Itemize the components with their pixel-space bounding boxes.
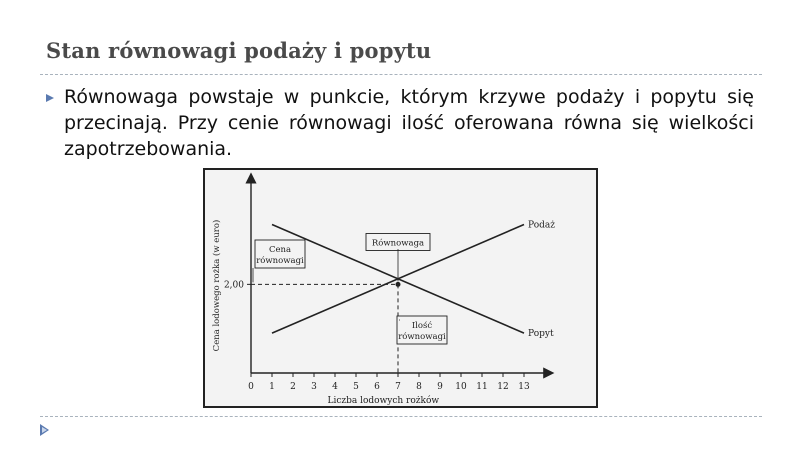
x-tick-label: 10 — [455, 382, 467, 392]
supply-demand-figure — [203, 168, 598, 408]
series-label: Popyt — [528, 329, 554, 340]
x-tick-label: 5 — [353, 382, 359, 392]
x-tick-label: 12 — [497, 382, 509, 392]
x-tick-label: 9 — [437, 382, 443, 392]
bullet-arrow-icon — [46, 94, 54, 102]
x-tick-label: 3 — [311, 382, 317, 392]
equilibrium-annotation-text: Równowaga — [371, 238, 425, 249]
next-slide-arrow-icon[interactable] — [40, 424, 49, 436]
slide-title: Stan równowagi podaży i popytu — [46, 38, 432, 63]
supply-demand-chart — [205, 170, 596, 406]
series-label: Podaż — [528, 220, 555, 231]
price-annotation-text: równowagi — [256, 256, 304, 266]
x-axis-label: Liczba lodowych rożków — [327, 396, 440, 406]
footer-divider — [40, 416, 762, 417]
quantity-annotation-text: równowagi — [398, 332, 446, 342]
y-axis-label: Cena lodowego rożka (w euro) — [212, 219, 222, 352]
x-tick-label: 11 — [476, 382, 488, 392]
x-tick-label: 2 — [290, 382, 296, 392]
title-divider — [40, 74, 762, 75]
quantity-annotation-text: Ilość — [411, 321, 433, 331]
x-tick-label: 6 — [374, 382, 380, 392]
bullet-text: Równowaga powstaje w punkcie, którym krzywe podaży i popytu się przecinają. Przy cenie równowagi ilość oferowana równa się wielkości zapotrzebowania. — [64, 86, 754, 160]
x-tick-label: 0 — [248, 382, 254, 392]
x-tick-label: 7 — [395, 382, 401, 392]
x-tick-label: 8 — [416, 382, 422, 392]
x-tick-label: 1 — [269, 382, 275, 392]
y-tick-label: 2,00 — [223, 280, 244, 291]
equilibrium-point — [396, 282, 401, 287]
x-tick-label: 4 — [332, 382, 338, 392]
price-annotation-text: Cena — [268, 245, 292, 255]
x-tick-label: 13 — [518, 382, 530, 392]
